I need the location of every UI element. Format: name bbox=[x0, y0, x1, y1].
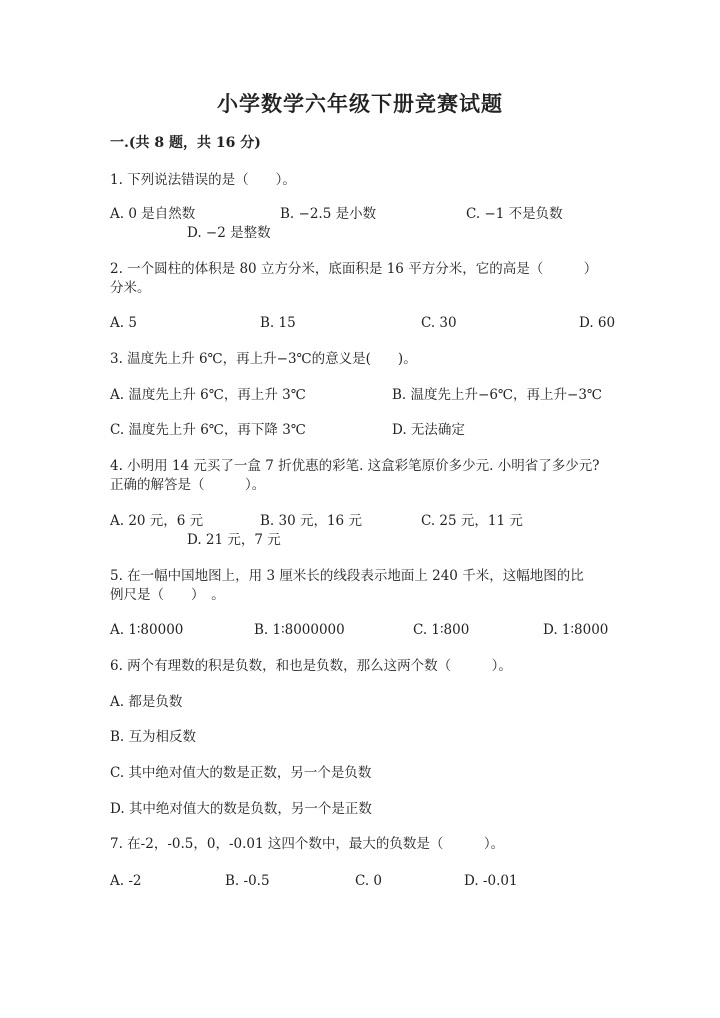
question-7-option-b: B. -0.5 bbox=[225, 873, 270, 889]
question-4-option-c: C. 25 元，11 元 bbox=[421, 513, 523, 529]
question-1-text: 1. 下列说法错误的是（ ）。 bbox=[110, 172, 296, 188]
question-7-option-a: A. -2 bbox=[110, 873, 142, 889]
question-6-option-d: D. 其中绝对值大的数是负数，另一个是正数 bbox=[110, 801, 372, 817]
question-6-option-b: B. 互为相反数 bbox=[110, 729, 197, 745]
question-5-option-a: A. 1∶80000 bbox=[110, 622, 184, 638]
question-3-option-d: D. 无法确定 bbox=[392, 422, 465, 438]
question-6-option-a: A. 都是负数 bbox=[110, 694, 183, 710]
question-3-option-c: C. 温度先上升 6℃，再下降 3℃ bbox=[110, 422, 306, 438]
question-6-text: 6. 两个有理数的积是负数，和也是负数，那么这两个数（ ）。 bbox=[110, 658, 512, 674]
question-1-option-c: C. −1 不是负数 bbox=[466, 206, 563, 222]
question-5-option-d: D. 1∶8000 bbox=[543, 622, 609, 638]
question-2-option-b: B. 15 bbox=[260, 315, 296, 331]
question-4-text-line-2: 正确的解答是（ ）。 bbox=[110, 477, 266, 493]
question-4-option-d: D. 21 元，7 元 bbox=[187, 532, 281, 548]
question-4-option-b: B. 30 元，16 元 bbox=[260, 513, 362, 529]
question-2-option-a: A. 5 bbox=[110, 315, 137, 331]
question-2-text-line-2: 分米。 bbox=[110, 280, 151, 296]
question-7-option-c: C. 0 bbox=[355, 873, 383, 889]
question-3-text: 3. 温度先上升 6℃，再上升−3℃的意义是( )。 bbox=[110, 351, 417, 367]
question-3-option-a: A. 温度先上升 6℃，再上升 3℃ bbox=[110, 387, 306, 403]
question-2-option-c: C. 30 bbox=[421, 315, 457, 331]
question-7-text: 7. 在-2，-0.5，0，-0.01 这四个数中，最大的负数是（ ）。 bbox=[110, 836, 505, 852]
question-1-option-b: B. −2.5 是小数 bbox=[280, 206, 377, 222]
question-2-option-d: D. 60 bbox=[579, 315, 616, 331]
question-2-text-line-1: 2. 一个圆柱的体积是 80 立方分米，底面积是 16 平方分米，它的高是（ ） bbox=[110, 261, 598, 277]
question-1-option-d: D. −2 是整数 bbox=[187, 225, 271, 241]
question-5-text-line-1: 5. 在一幅中国地图上，用 3 厘米长的线段表示地面上 240 千米，这幅地图的比 bbox=[110, 568, 584, 584]
question-3-option-b: B. 温度先上升−6℃，再上升−3℃ bbox=[392, 387, 603, 403]
page-title: 小学数学六年级下册竞赛试题 bbox=[217, 91, 503, 116]
question-5-text-line-2: 例尺是（ ） 。 bbox=[110, 587, 225, 603]
question-4-option-a: A. 20 元，6 元 bbox=[110, 513, 204, 529]
question-7-option-d: D. -0.01 bbox=[464, 873, 518, 889]
question-5-option-c: C. 1∶800 bbox=[413, 622, 470, 638]
question-5-option-b: B. 1∶8000000 bbox=[254, 622, 345, 638]
question-1-option-a: A. 0 是自然数 bbox=[110, 206, 196, 222]
question-6-option-c: C. 其中绝对值大的数是正数，另一个是负数 bbox=[110, 765, 372, 781]
question-4-text-line-1: 4. 小明用 14 元买了一盒 7 折优惠的彩笔. 这盒彩笔原价多少元. 小明省了多少元? bbox=[110, 458, 600, 474]
section-heading: 一.(共 8 题，共 16 分) bbox=[110, 135, 261, 151]
